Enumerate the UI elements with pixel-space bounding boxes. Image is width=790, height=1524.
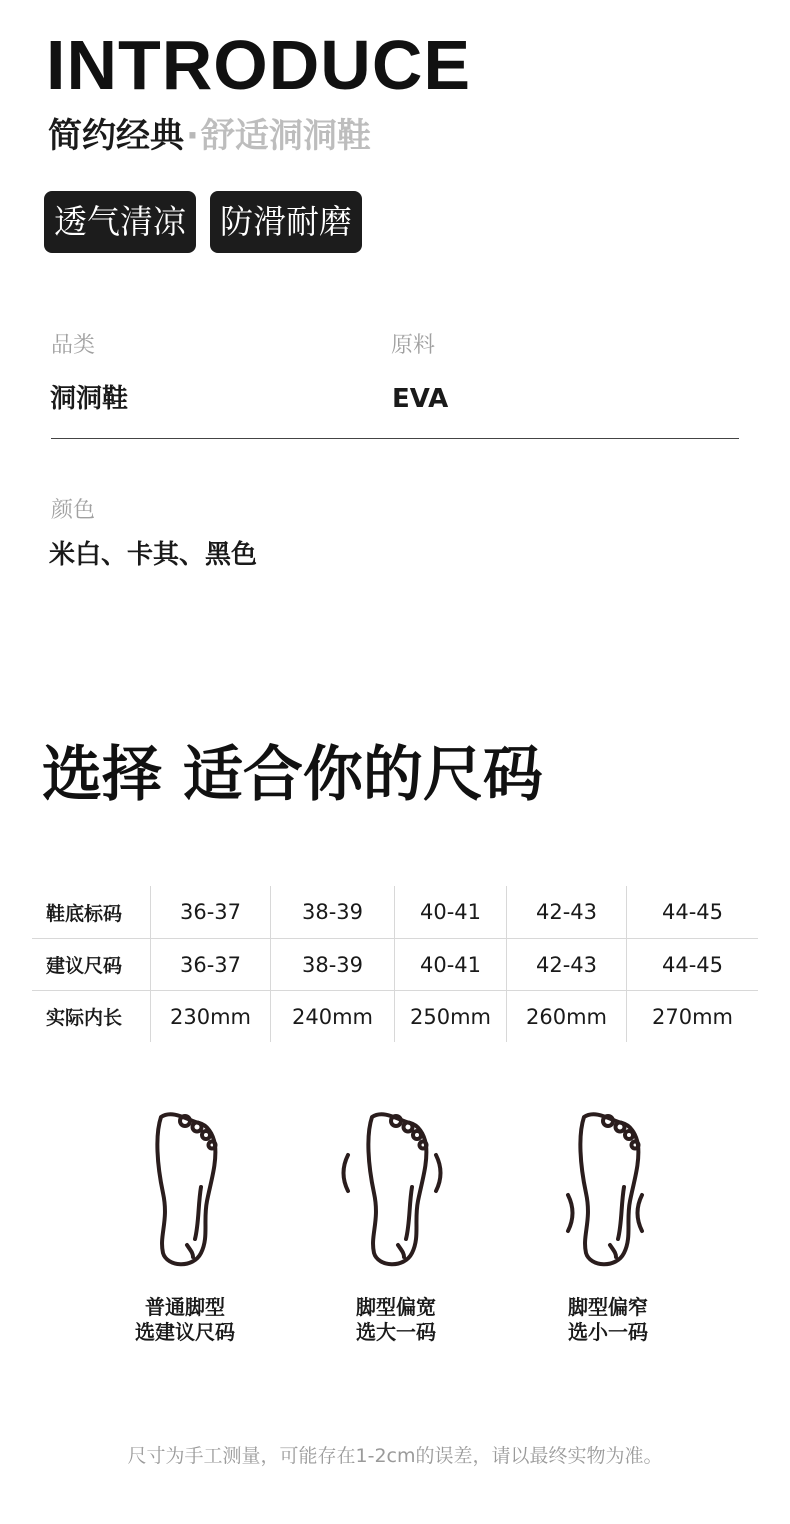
table-cell: 38-39: [270, 939, 394, 990]
foot-narrow-icon: [508, 1105, 708, 1275]
table-cell: 40-41: [394, 886, 506, 938]
table-row-suggested-size: [32, 938, 758, 990]
table-cell: 36-37: [150, 939, 270, 990]
caption-line: 普通脚型: [145, 1295, 225, 1319]
feature-tags: [44, 191, 362, 253]
subtitle-main: 简约经典: [48, 116, 184, 156]
table-cell: 38-39: [270, 886, 394, 938]
spec-material-value: EVA: [392, 384, 449, 414]
size-table: [32, 886, 758, 1042]
table-cell: 230mm: [150, 991, 270, 1042]
table-cell: 42-43: [506, 886, 626, 938]
table-cell: 260mm: [506, 991, 626, 1042]
tag-anti-slip: 防滑耐磨: [210, 191, 362, 253]
table-cell: 44-45: [626, 939, 758, 990]
page-title: INTRODUCE: [46, 26, 472, 104]
row-header: 实际内长: [46, 1007, 123, 1029]
size-section-title: 选择 适合你的尺码: [42, 740, 543, 810]
table-row-sole-size: [32, 886, 758, 938]
row-header: 鞋底标码: [46, 902, 123, 925]
measurement-footnote: 尺寸为手工测量，可能存在1-2cm的误差，请以最终实物为准。: [127, 1445, 663, 1467]
tag-breathable: 透气清凉: [44, 191, 196, 253]
table-cell: 42-43: [506, 939, 626, 990]
row-header: 建议尺码: [46, 955, 123, 977]
spec-category-value: 洞洞鞋: [50, 384, 129, 414]
page-subtitle: [48, 116, 371, 156]
spec-color-label: 颜色: [51, 498, 96, 523]
table-cell: 250mm: [394, 991, 506, 1042]
caption-line: 脚型偏宽: [356, 1295, 436, 1319]
foot-normal-icon: [85, 1105, 285, 1275]
spec-material-label: 原料: [391, 333, 436, 358]
foot-normal-caption: [85, 1295, 285, 1345]
caption-line: 选建议尺码: [135, 1320, 235, 1344]
table-cell: 40-41: [394, 939, 506, 990]
foot-wide-icon: [296, 1105, 496, 1275]
table-cell: 36-37: [150, 886, 270, 938]
table-cell: 270mm: [626, 991, 758, 1042]
caption-line: 脚型偏窄: [568, 1295, 648, 1319]
spec-divider: [51, 438, 739, 439]
subtitle-separator: ·: [186, 116, 199, 156]
caption-line: 选大一码: [356, 1320, 436, 1344]
caption-line: 选小一码: [568, 1320, 648, 1344]
table-row-inner-length: [32, 990, 758, 1042]
foot-narrow-caption: [508, 1295, 708, 1345]
foot-wide-caption: [296, 1295, 496, 1345]
table-cell: 240mm: [270, 991, 394, 1042]
subtitle-light: 舒适洞洞鞋: [200, 116, 371, 156]
spec-color-value: 米白、卡其、黑色: [49, 540, 258, 570]
table-cell: 44-45: [626, 886, 758, 938]
spec-category-label: 品类: [51, 333, 96, 358]
